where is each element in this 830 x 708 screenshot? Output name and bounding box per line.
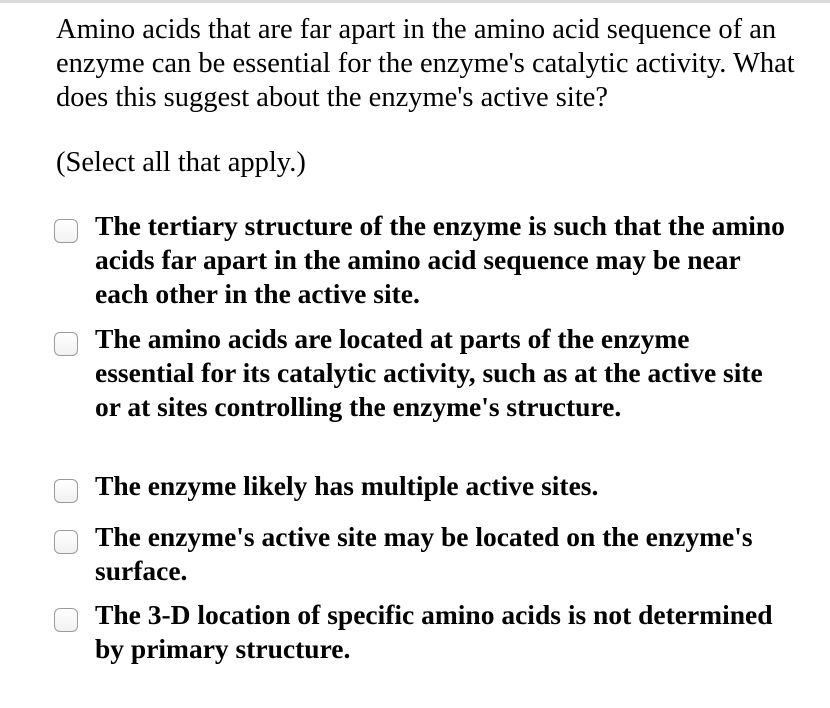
checkbox-option-3[interactable] [54, 479, 78, 503]
option-label: The enzyme likely has multiple active sites. [95, 470, 599, 501]
option-label: The amino acids are located at parts of the enzyme essential for its catalytic activity, such as at the active site or at sites controlling the enzyme's structure. [95, 323, 763, 422]
top-divider [0, 0, 830, 3]
question-text: Amino acids that are far apart in the amino acid sequence of an enzyme can be essential for the enzyme's catalytic activity. What does this suggest about the enzyme's active site? [56, 14, 795, 113]
select-all-instruction: (Select all that apply.) [56, 147, 306, 178]
option-label: The enzyme's active site may be located on the enzyme's surface. [95, 521, 753, 586]
checkbox-option-1[interactable] [54, 219, 78, 243]
checkbox-option-4[interactable] [54, 530, 78, 554]
checkbox-option-2[interactable] [54, 332, 78, 356]
checkbox-option-5[interactable] [54, 608, 78, 632]
option-label: The tertiary structure of the enzyme is such that the amino acids far apart in the amino acid sequence may be near each other in the active site. [95, 210, 785, 309]
option-label: The 3-D location of specific amino acids is not determined by primary structure. [95, 599, 773, 664]
question-prompt [56, 13, 826, 115]
